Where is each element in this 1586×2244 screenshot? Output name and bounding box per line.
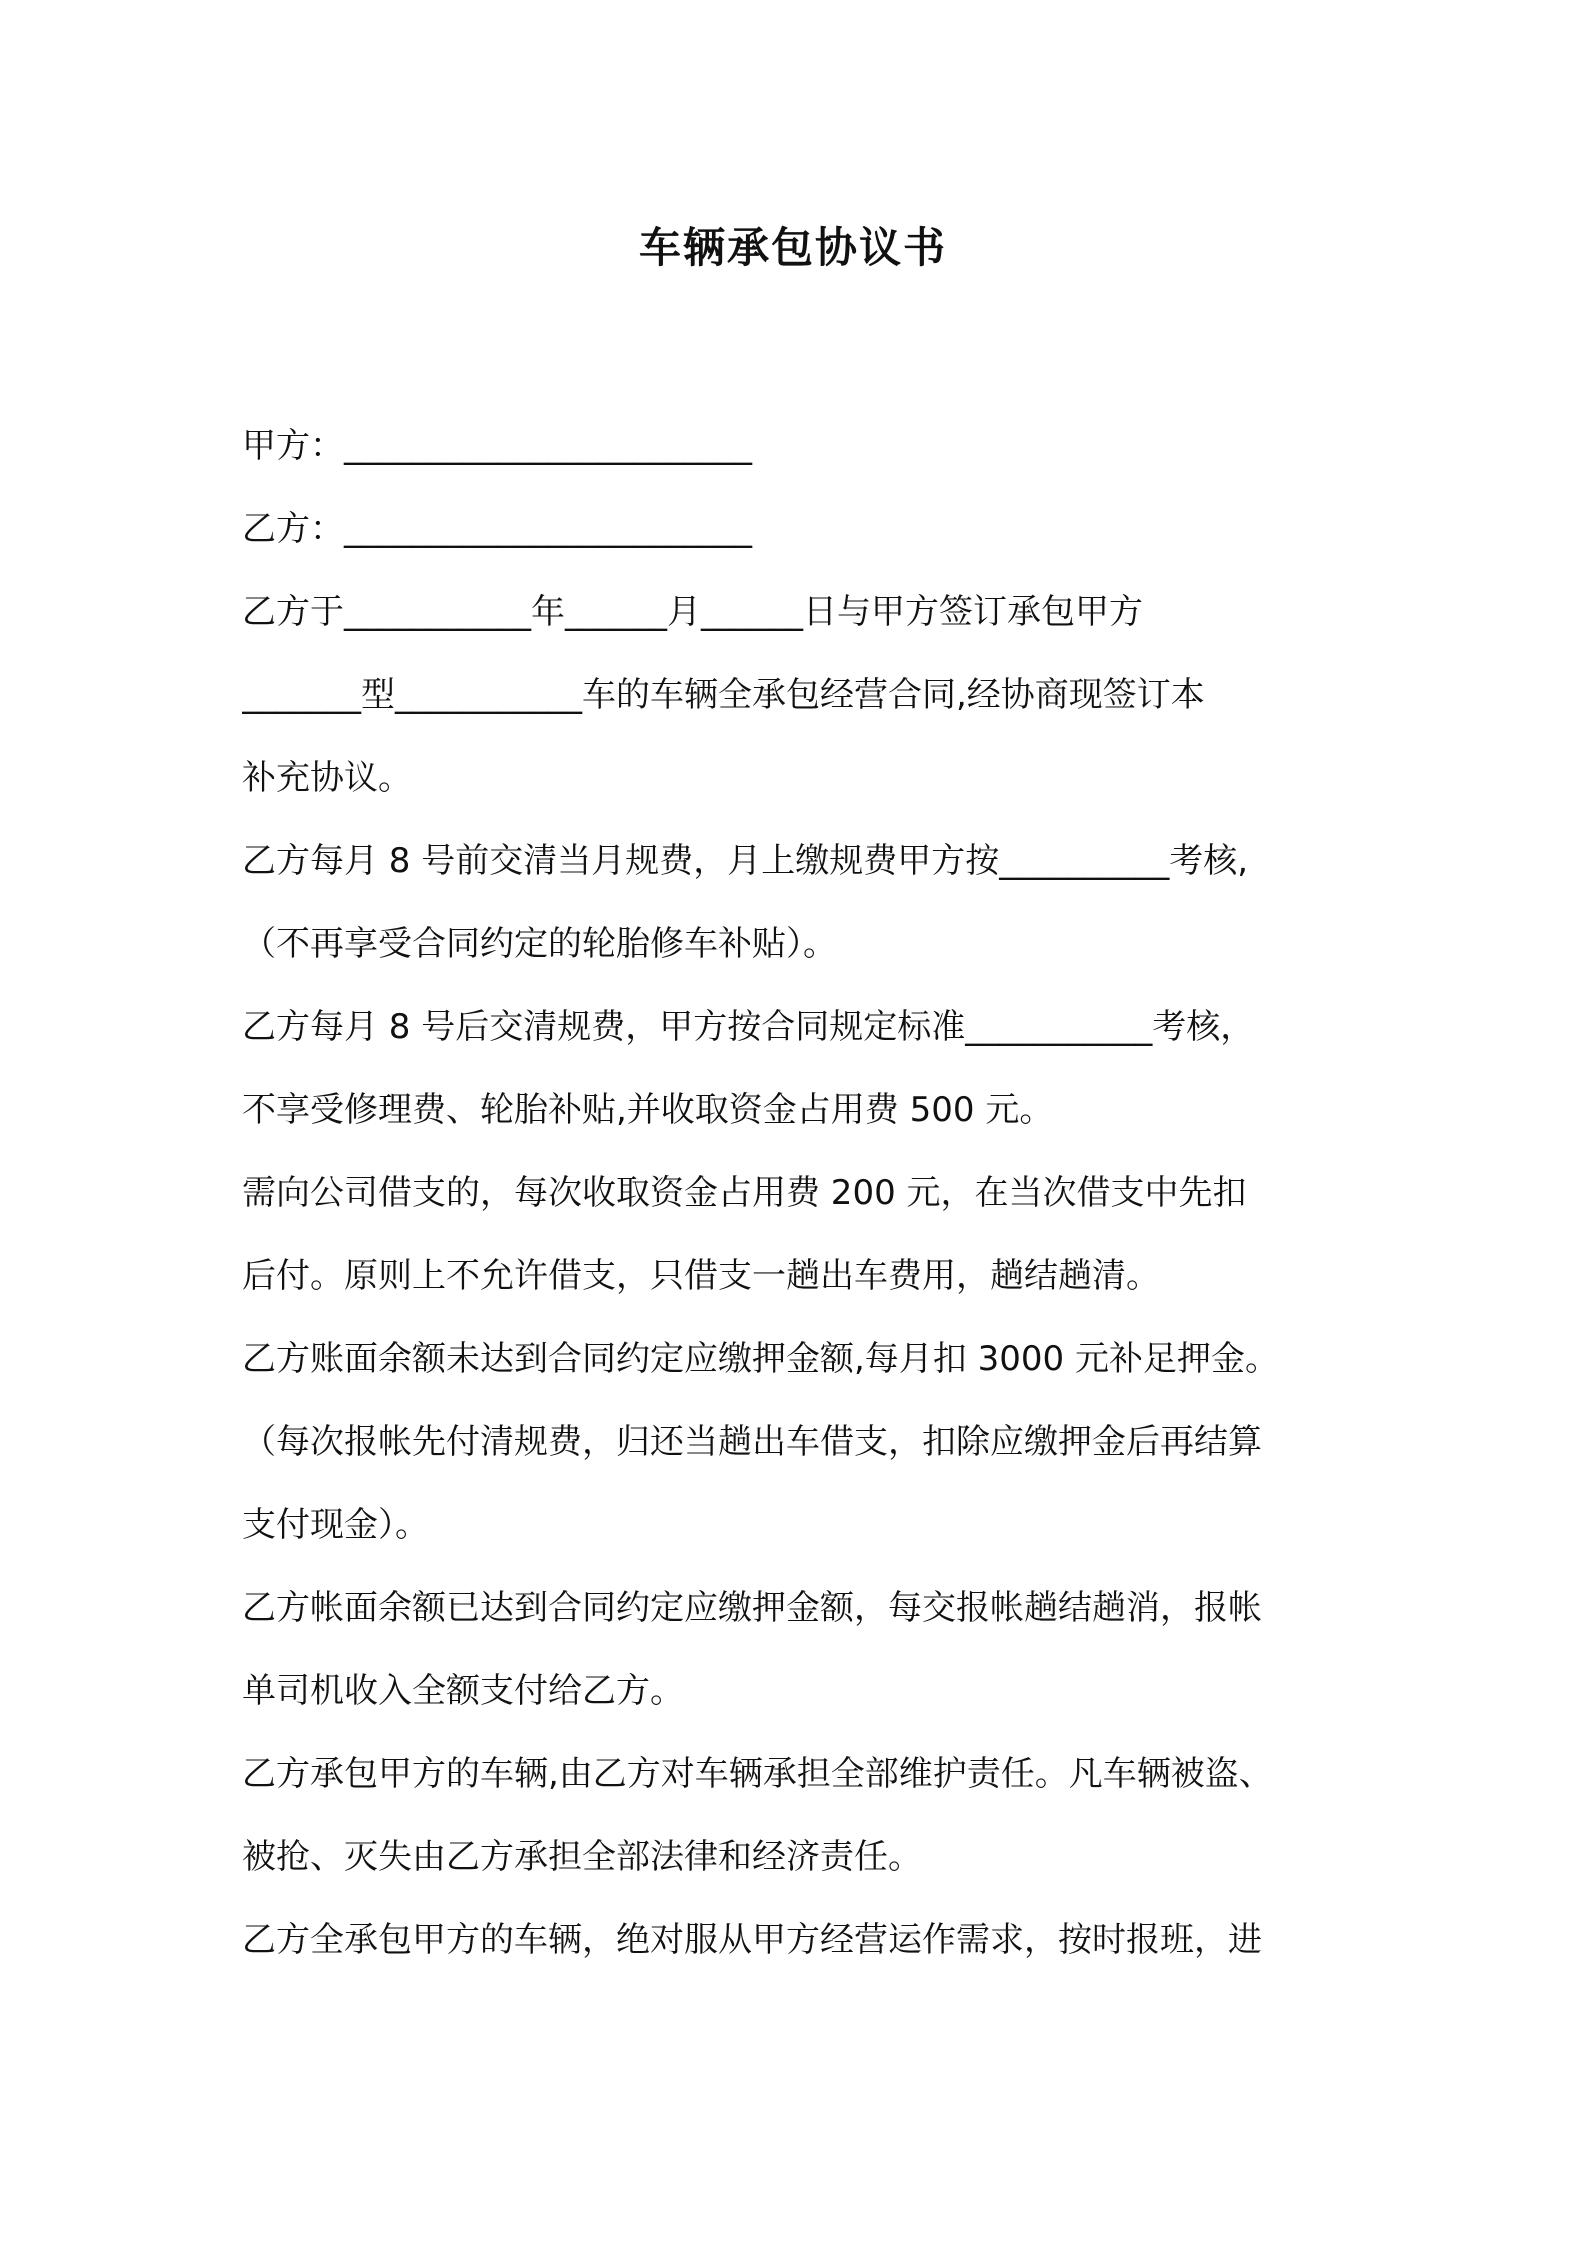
text-line: 单司机收入全额支付给乙方。 <box>242 1671 684 1711</box>
text-line: 不享受修理费、轮胎补贴,并收取资金占用费 500 元。 <box>242 1090 1054 1130</box>
text-line: 乙方每月 8 号后交清规费，甲方按合同规定标准___________考核， <box>242 1007 1255 1047</box>
text-line: 甲方：________________________ <box>242 426 752 466</box>
text-line: （每次报帐先付清规费，归还当趟出车借支，扣除应缴押金后再结算 <box>242 1422 1262 1462</box>
text-line: （不再享受合同约定的轮胎修车补贴）。 <box>242 924 837 964</box>
text-line: 支付现金）。 <box>242 1505 429 1545</box>
document-body <box>242 405 1352 1982</box>
text-line: 乙方承包甲方的车辆,由乙方对车辆承担全部维护责任。凡车辆被盗、 <box>242 1754 1273 1794</box>
text-line: _______型___________车的车辆全承包经营合同,经协商现签订本 <box>242 675 1205 715</box>
text-line: 乙方全承包甲方的车辆，绝对服从甲方经营运作需求，按时报班，进 <box>242 1920 1262 1960</box>
text-line: 补充协议。 <box>242 758 412 798</box>
text-line: 需向公司借支的，每次收取资金占用费 200 元，在当次借支中先扣 <box>242 1173 1247 1213</box>
document-title: 车辆承包协议书 <box>638 223 947 272</box>
text-line: 乙方每月 8 号前交清当月规费，月上缴规费甲方按__________考核, <box>242 841 1249 881</box>
text-line: 后付。原则上不允许借支，只借支一趟出车费用，趟结趟清。 <box>242 1256 1160 1296</box>
text-line: 乙方帐面余额已达到合同约定应缴押金额，每交报帐趟结趟消，报帐 <box>242 1588 1262 1628</box>
text-line: 乙方于___________年______月______日与甲方签订承包甲方 <box>242 592 1143 632</box>
text-line: 被抢、灭失由乙方承担全部法律和经济责任。 <box>242 1837 922 1877</box>
text-line: 乙方账面余额未达到合同约定应缴押金额,每月扣 3000 元补足押金。 <box>242 1339 1279 1379</box>
text-line: 乙方：________________________ <box>242 509 752 549</box>
